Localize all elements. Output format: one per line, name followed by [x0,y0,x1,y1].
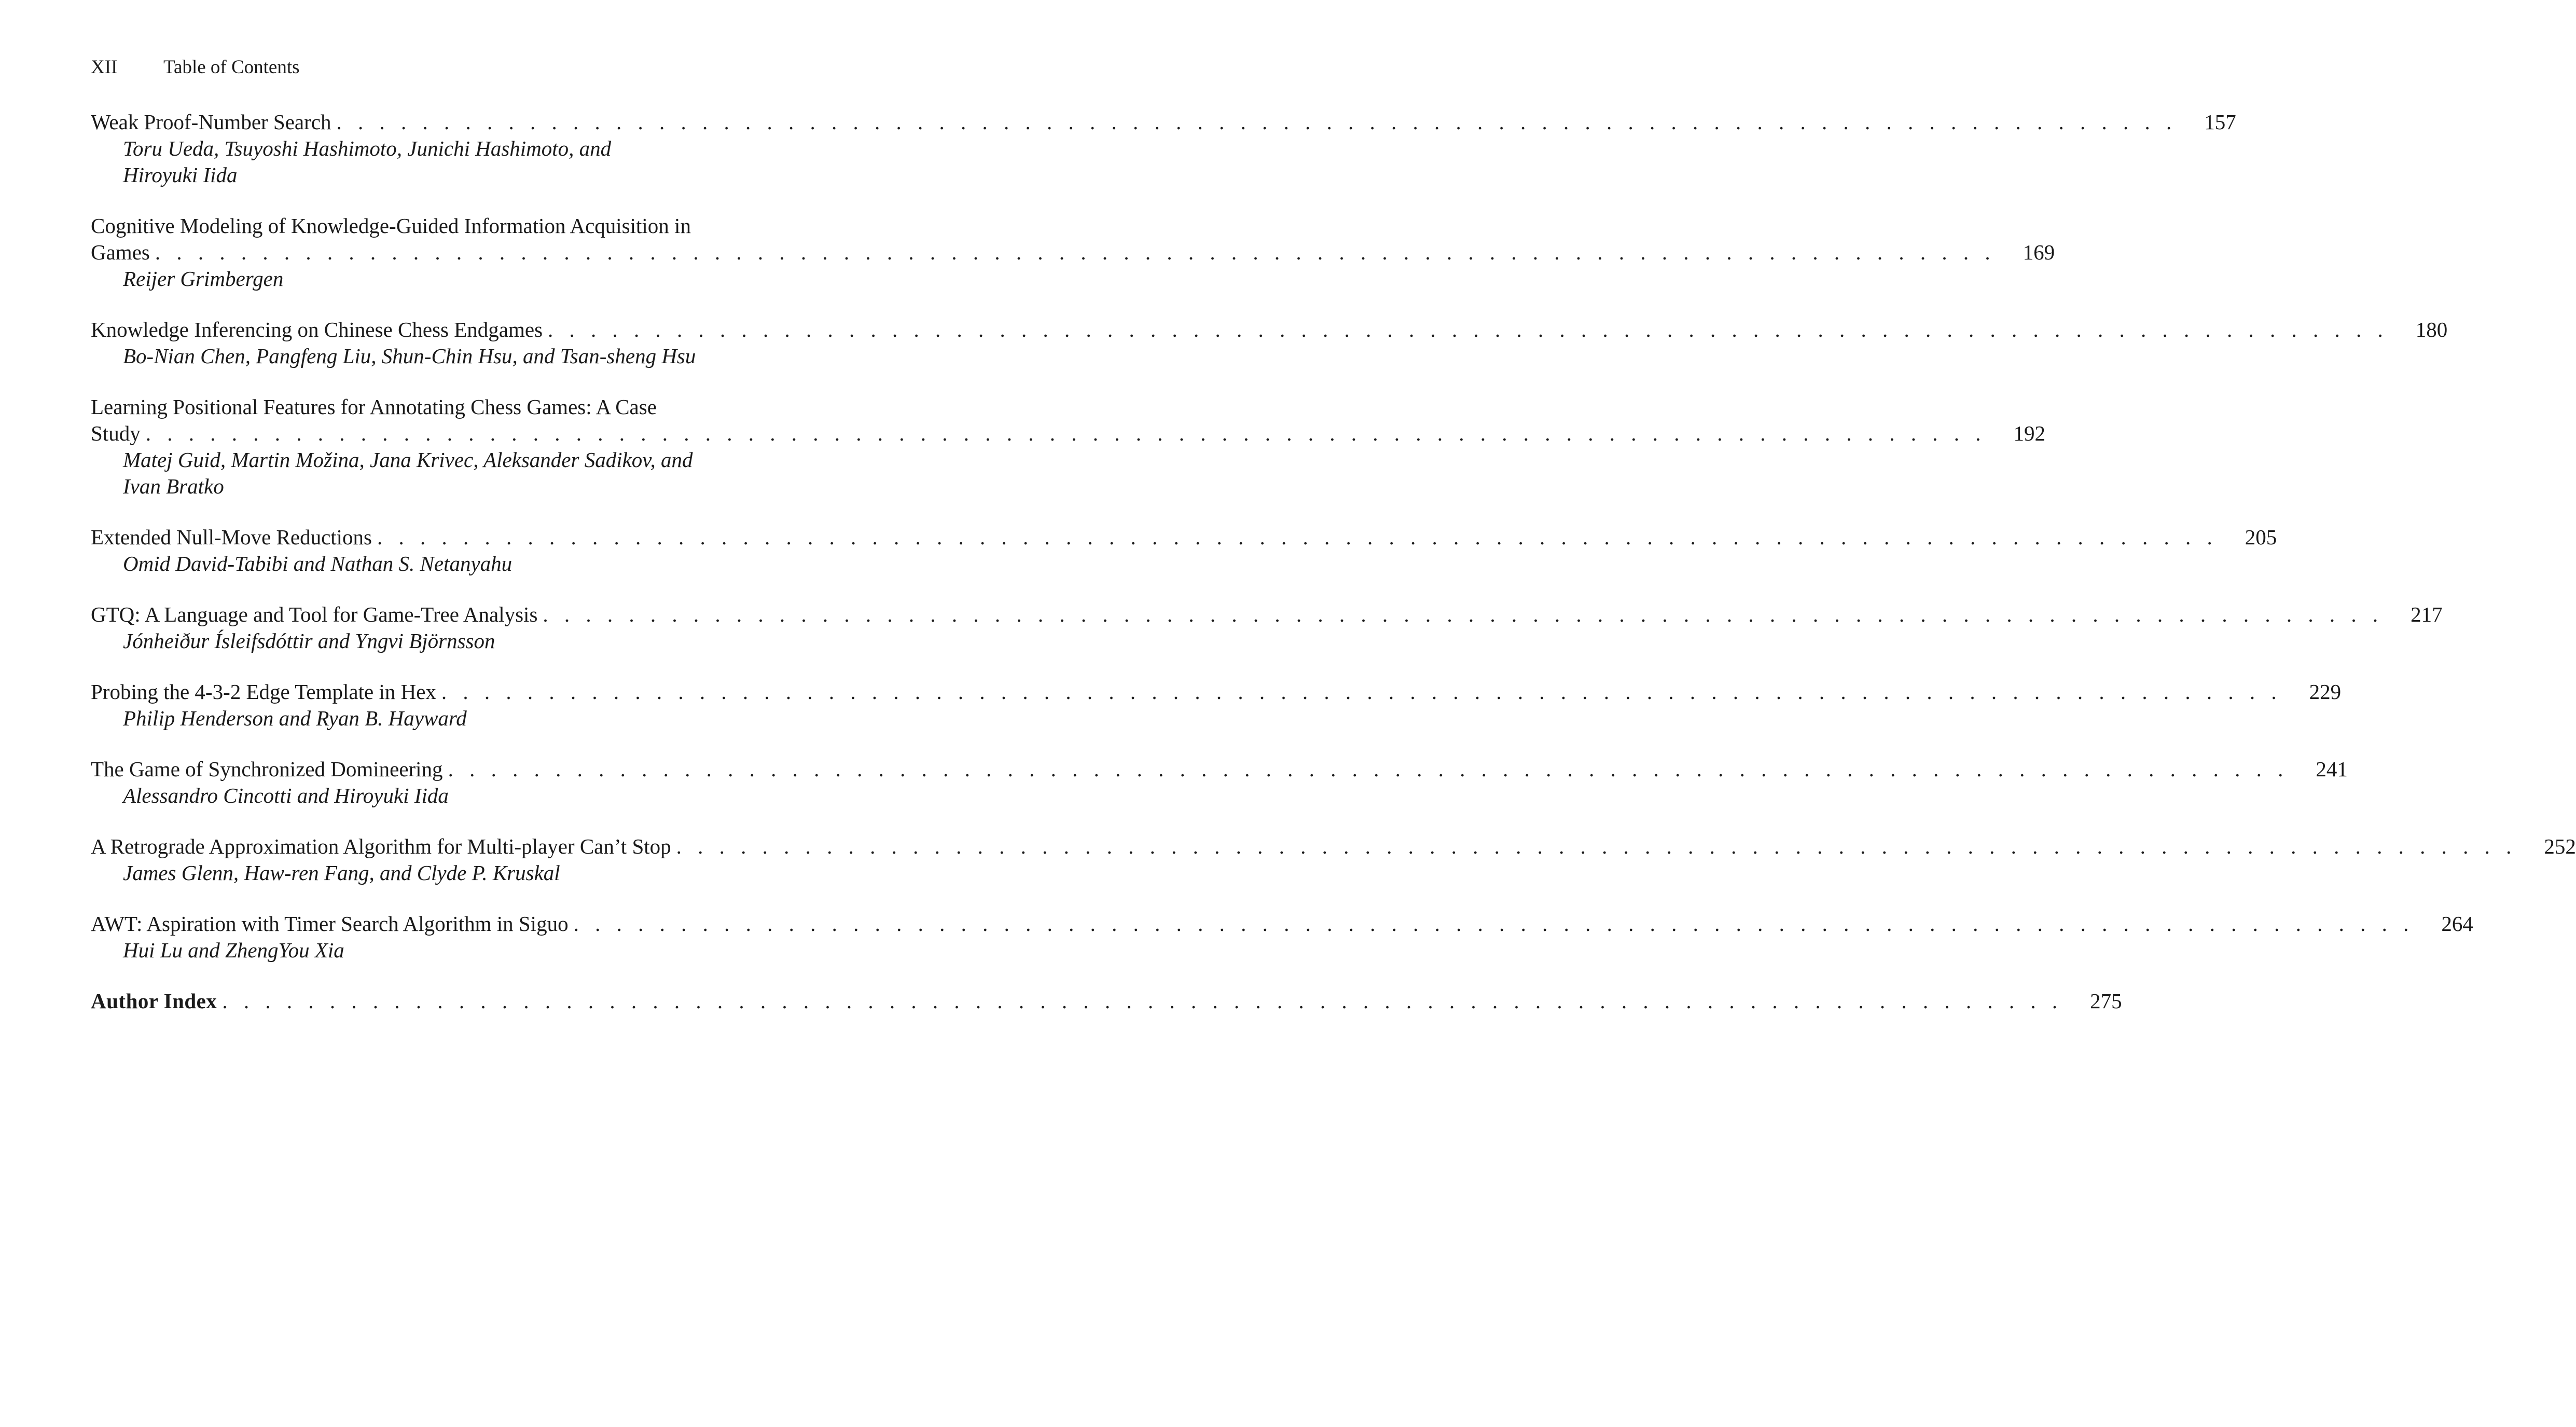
toc-entry-page-number: 275 [2090,989,2122,1013]
running-head [91,56,300,79]
leader-dots: . . . . . . . . . . . . . . . . . . . . . . . . . . . . . . . . . . . . . . . . . . . . . . . . . . . . . . . . . . . . . . . . . . . . . . . . . . . . . . . . . . . . . . [543,602,2384,626]
toc-entry-title: Weak Proof-Number Search [91,110,331,134]
toc-entry [91,109,2236,188]
toc-entry-authors: Reijer Grimbergen [123,267,284,291]
toc-entry-page-number: 205 [2245,525,2277,549]
toc-entry-title: Games [91,240,150,264]
toc-entry-authors: Hui Lu and ZhengYou Xia [123,938,344,962]
toc-entry-title-row [91,601,2443,628]
toc-entry-title-row [91,679,2342,705]
toc-entry-title-row [91,988,2122,1014]
toc-entry-title-row [91,317,2448,343]
toc-entry-title: Author Index [91,989,217,1013]
leader-dots: . . . . . . . . . . . . . . . . . . . . . . . . . . . . . . . . . . . . . . . . . . . . . . . . . . . . . . . . . . . . . . . . . . . . . . . . . . . . . . . . . . . . . . [145,421,1986,445]
toc-entry-page-number: 192 [2013,421,2045,445]
toc-entry-authors: Ivan Bratko [123,474,224,498]
toc-entry-title-row [91,756,2348,783]
toc-entry-page-number: 180 [2415,318,2448,341]
toc-entry-page-number: 252 [2544,834,2576,858]
toc-entry [91,524,2277,577]
toc-entry-title: Extended Null-Move Reductions [91,525,372,549]
toc-entry-title: Study [91,421,141,445]
toc-entry-page-number: 241 [2316,757,2348,781]
leader-dots: . . . . . . . . . . . . . . . . . . . . . . . . . . . . . . . . . . . . . . . . . . . . . . . . . . . . . . . . . . . . . . . . . . . . . . . . . . . . . . . . . . . . . . [676,834,2517,858]
toc-entry-title: The Game of Synchronized Domineering [91,757,443,781]
toc-entry [91,601,2443,654]
toc-entry-authors: Matej Guid, Martin Možina, Jana Krivec, Aleksander Sadikov, and [123,448,693,472]
leader-dots: . . . . . . . . . . . . . . . . . . . . . . . . . . . . . . . . . . . . . . . . . . . . . . . . . . . . . . . . . . . . . . . . . . . . . . . . . . . . . . . . . . . . . . [448,757,2289,781]
page-folio: XII [91,57,118,78]
toc-entry-authors: Hiroyuki Iida [123,163,238,187]
toc-entry-authors: Alessandro Cincotti and Hiroyuki Iida [123,784,449,807]
toc-entry-title: Knowledge Inferencing on Chinese Chess Endgames [91,318,543,341]
toc-entry-title-row [91,109,2236,135]
toc-entry-authors: Philip Henderson and Ryan B. Hayward [123,706,467,730]
toc-entry-title: Cognitive Modeling of Knowledge-Guided Information Acquisition in [91,214,691,238]
leader-dots: . . . . . . . . . . . . . . . . . . . . . . . . . . . . . . . . . . . . . . . . . . . . . . . . . . . . . . . . . . . . . . . . . . . . . . . . . . . . . . . . . . . . . . [222,989,2063,1013]
toc-entry-title-row [91,420,2045,447]
table-of-contents [91,109,2576,1039]
toc-entry-title: Probing the 4-3-2 Edge Template in Hex [91,680,436,704]
toc-entry-title: GTQ: A Language and Tool for Game-Tree Analysis [91,602,538,626]
running-head-title: Table of Contents [163,57,300,78]
toc-entry-title-row [91,911,2473,937]
toc-entry-title-row [91,833,2576,860]
toc-entry-author-index [91,988,2122,1014]
toc-entry-authors: Omid David-Tabibi and Nathan S. Netanyahu [123,552,513,575]
leader-dots: . . . . . . . . . . . . . . . . . . . . . . . . . . . . . . . . . . . . . . . . . . . . . . . . . . . . . . . . . . . . . . . . . . . . . . . . . . . . . . . . . . . . . . [441,680,2282,704]
toc-entry-page-number: 217 [2411,602,2443,626]
leader-dots: . . . . . . . . . . . . . . . . . . . . . . . . . . . . . . . . . . . . . . . . . . . . . . . . . . . . . . . . . . . . . . . . . . . . . . . . . . . . . . . . . . . . . . [548,318,2389,341]
toc-entry-title: AWT: Aspiration with Timer Search Algorithm in Siguo [91,912,569,936]
toc-entry-title-row [91,239,2055,266]
toc-entry-authors: Toru Ueda, Tsuyoshi Hashimoto, Junichi Hashimoto, and [123,136,612,160]
toc-entry-authors: Jónheiður Ísleifsdóttir and Yngvi Björnsson [123,629,495,653]
toc-entry-page-number: 169 [2023,240,2055,264]
toc-entry-title: A Retrograde Approximation Algorithm for Multi-player Can’t Stop [91,834,671,858]
toc-entry-page-number: 229 [2309,680,2342,704]
leader-dots: . . . . . . . . . . . . . . . . . . . . . . . . . . . . . . . . . . . . . . . . . . . . . . . . . . . . . . . . . . . . . . . . . . . . . . . . . . . . . . . . . . . . . . [573,912,2414,936]
leader-dots: . . . . . . . . . . . . . . . . . . . . . . . . . . . . . . . . . . . . . . . . . . . . . . . . . . . . . . . . . . . . . . . . . . . . . . . . . . . . . . . . . . . . . . [377,525,2218,549]
toc-entry-authors: James Glenn, Haw-ren Fang, and Clyde P. Kruskal [123,861,560,885]
toc-entry [91,911,2473,964]
toc-entry [91,679,2342,732]
toc-entry [91,394,2045,500]
toc-entry [91,756,2348,809]
toc-entry [91,213,2055,292]
leader-dots: . . . . . . . . . . . . . . . . . . . . . . . . . . . . . . . . . . . . . . . . . . . . . . . . . . . . . . . . . . . . . . . . . . . . . . . . . . . . . . . . . . . . . . [336,110,2177,134]
toc-entry-page-number: 157 [2204,110,2236,134]
toc-entry-authors: Bo-Nian Chen, Pangfeng Liu, Shun-Chin Hsu, and Tsan-sheng Hsu [123,344,696,368]
toc-entry [91,833,2576,886]
toc-entry-page-number: 264 [2441,912,2473,936]
toc-entry-title: Learning Positional Features for Annotating Chess Games: A Case [91,395,657,419]
toc-entry-title-row [91,524,2277,551]
toc-entry [91,317,2448,369]
leader-dots: . . . . . . . . . . . . . . . . . . . . . . . . . . . . . . . . . . . . . . . . . . . . . . . . . . . . . . . . . . . . . . . . . . . . . . . . . . . . . . . . . . . . . . [155,240,1996,264]
